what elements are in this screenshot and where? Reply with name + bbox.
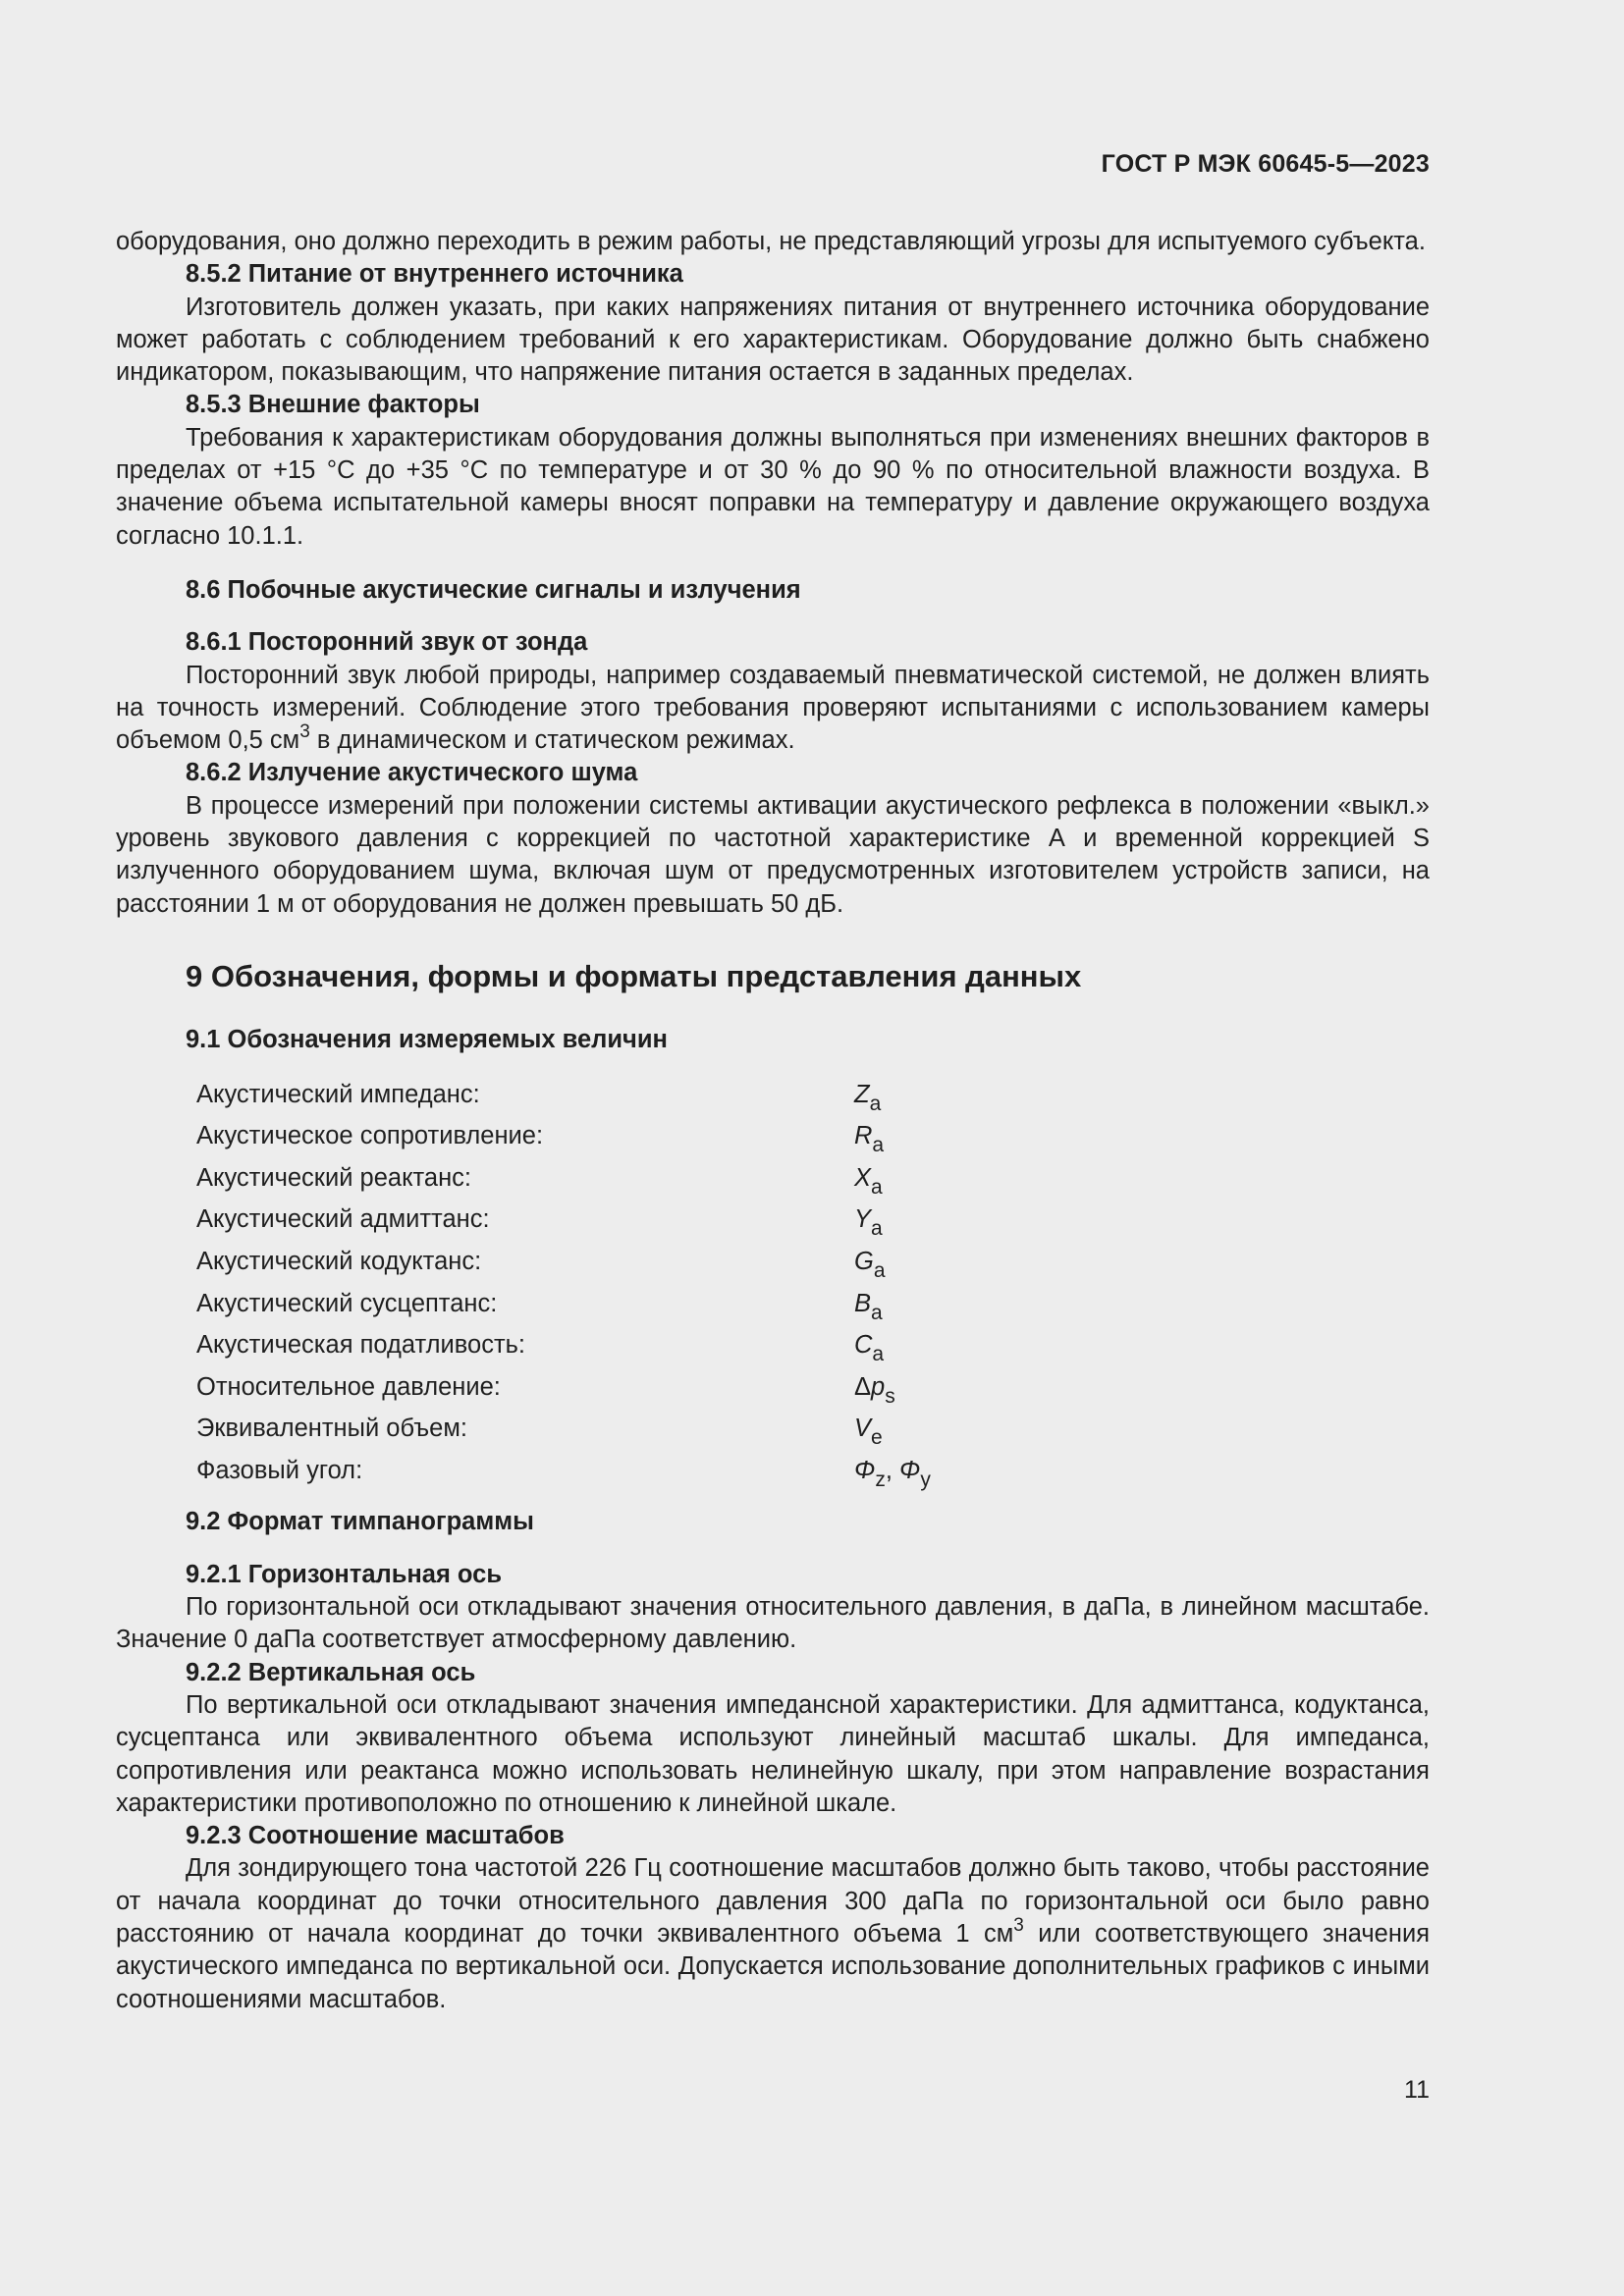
symbol-row [196, 1455, 1430, 1497]
section-9-2-heading: 9.2 Формат тимпанограммы [186, 1508, 534, 1536]
section-9-1-heading: 9.1 Обозначения измеряемых величин [186, 1026, 668, 1054]
symbol-sub: s [885, 1384, 895, 1408]
symbol-sym: Z [854, 1080, 870, 1108]
symbol-value [854, 1120, 885, 1157]
symbol-label: Фазовый угол: [196, 1456, 363, 1484]
symbol-value [854, 1079, 882, 1115]
document-code-header: ГОСТ Р МЭК 60645-5—2023 [1101, 150, 1430, 178]
symbol-row [196, 1203, 1430, 1246]
symbol-sub: a [869, 1092, 882, 1115]
symbol-sym: Y [854, 1205, 872, 1234]
section-8-5-2-heading: 8.5.2 Питание от внутреннего источника [186, 260, 683, 289]
section-9-2-3-text [116, 1852, 1430, 2015]
section-8-6-2-heading: 8.6.2 Излучение акустического шума [186, 759, 638, 787]
symbol-value [854, 1413, 883, 1450]
section-8-5-3-heading: 8.5.3 Внешние факторы [186, 391, 480, 419]
section-8-6-1-text-b: в динамическом и статическом режимах. [309, 726, 795, 755]
symbol-sub: a [871, 1217, 883, 1241]
section-9-heading: 9 Обозначения, формы и форматы представления данных [186, 958, 1082, 993]
symbol-sym: Φ [854, 1456, 876, 1484]
symbol-sym: C [854, 1331, 873, 1360]
symbol-sym: V [854, 1415, 872, 1443]
continued-paragraph: оборудования, оно должно переходить в режим работы, не представляющий угрозы для испытуемого субъекта. [116, 228, 1426, 255]
section-8-5-3-text: Требования к характеристикам оборудования должны выполняться при изменениях внешних факторов в пределах от +15 °C до +35 °C по температуре и от 30 % до 90 % по относительной влажности воздуха. В значение объема испытательной камеры вносят поправки на температуру и давление окружающего воздуха согласно 10.1.1. [116, 423, 1430, 550]
section-8-6-heading: 8.6 Побочные акустические сигналы и излучения [186, 575, 801, 604]
symbol-sub2: y [920, 1468, 931, 1491]
symbol-value [854, 1162, 883, 1199]
symbol-row [196, 1246, 1430, 1288]
symbol-sub: a [871, 1301, 883, 1324]
section-9-2-2-text: По вертикальной оси откладывают значения импедансной характеристики. Для адмиттанса, кодуктанса, сусцептанса или эквивалентного объема используют линейный масштаб шкалы. Для импеданса, сопротивления или реактанса можно использовать нелинейную шкалу, при этом направление возрастания характеристики противоположно по отношению к линейной шкале. [116, 1690, 1430, 1817]
page-content [116, 226, 1430, 2016]
symbol-row [196, 1371, 1430, 1414]
page-number: 11 [1404, 2076, 1430, 2104]
section-9-2-1-text: По горизонтальной оси откладывают значения относительного давления, в даПа, в линейном масштабе. Значение 0 даПа соответствует атмосферному давлению. [116, 1593, 1430, 1654]
section-8-6-1-text [116, 660, 1430, 758]
symbol-sub: e [871, 1426, 883, 1450]
symbol-sym: G [854, 1247, 874, 1275]
section-9-2-3-heading: 9.2.3 Соотношение масштабов [186, 1822, 565, 1850]
symbol-sub: a [871, 1175, 883, 1199]
symbol-row [196, 1120, 1430, 1162]
symbol-label: Акустический кодуктанс: [196, 1247, 482, 1275]
symbol-sym: X [854, 1163, 872, 1192]
symbol-value [854, 1203, 883, 1241]
symbol-sym2: Φ [899, 1456, 921, 1484]
section-9-2-2-heading: 9.2.2 Вертикальная ось [186, 1658, 476, 1686]
symbol-row [196, 1413, 1430, 1455]
symbol-sym: B [854, 1289, 872, 1317]
symbol-value [854, 1455, 931, 1491]
symbol-sep: , [885, 1456, 900, 1484]
superscript-3: 3 [1013, 1915, 1024, 1937]
section-8-6-1-heading: 8.6.1 Посторонний звук от зонда [186, 628, 588, 657]
symbol-sub: a [872, 1134, 885, 1157]
symbol-row [196, 1329, 1430, 1371]
symbol-label: Акустический сусцептанс: [196, 1289, 498, 1317]
symbol-row [196, 1079, 1430, 1121]
section-8-6-1-text-a: Посторонний звук любой природы, например создаваемый пневматической системой, не должен влиять на точность измерений. Соблюдение этого требования проверяют испытаниями с использованием камеры объемом 0,5 см [116, 661, 1430, 755]
symbol-value [854, 1329, 885, 1366]
superscript-3: 3 [299, 721, 310, 743]
symbol-row [196, 1162, 1430, 1204]
symbol-value [854, 1371, 895, 1408]
symbol-label: Акустический адмиттанс: [196, 1205, 490, 1234]
symbol-pre: Δ [854, 1372, 872, 1401]
section-8-6-2-text: В процессе измерений при положении системы активации акустического рефлекса в положении «выкл.» уровень звукового давления с коррекцией по частотной характеристике А и временной коррекцией S излученного оборудованием шума, включая шум от предусмотренных изготовителем устройств записи, на расстоянии 1 м от оборудования не должен превышать 50 дБ. [116, 791, 1430, 918]
symbol-row [196, 1288, 1430, 1330]
symbol-label: Относительное давление: [196, 1372, 501, 1401]
symbol-label: Акустический импеданс: [196, 1080, 480, 1108]
section-9-2-3-text-b: или соответствующего значения акустического импеданса по вертикальной оси. Допускается использование дополнительных графиков с иными соотношениями масштабов. [116, 1920, 1431, 2013]
symbol-label: Эквивалентный объем: [196, 1415, 467, 1443]
symbol-sym: R [854, 1122, 873, 1150]
symbol-value [854, 1288, 883, 1324]
symbol-sub: a [873, 1258, 886, 1282]
section-9-2-1-heading: 9.2.1 Горизонтальная ось [186, 1560, 503, 1588]
symbol-label: Акустическое сопротивление: [196, 1122, 544, 1150]
symbol-label: Акустический реактанс: [196, 1163, 472, 1192]
symbol-sym: p [871, 1372, 886, 1401]
symbol-sub: z [875, 1468, 886, 1491]
symbol-label: Акустическая податливость: [196, 1331, 526, 1360]
section-8-5-2-text: Изготовитель должен указать, при каких напряжениях питания от внутреннего источника оборудование может работать с соблюдением требований к его характеристикам. Оборудование должно быть снабжено индикатором, показывающим, что напряжение питания остается в заданных пределах. [116, 293, 1430, 387]
symbol-value [854, 1246, 886, 1282]
symbol-sub: a [872, 1343, 885, 1366]
symbols-table [196, 1079, 1430, 1497]
section-9-2-3-text-a: Для зондирующего тона частотой 226 Гц соотношение масштабов должно быть таково, чтобы расстояние от начала координат до точки относительного давления 300 даПа по горизонтальной оси было равно расстоянию от начала координат до точки эквивалентного объема 1 см [116, 1854, 1430, 1949]
